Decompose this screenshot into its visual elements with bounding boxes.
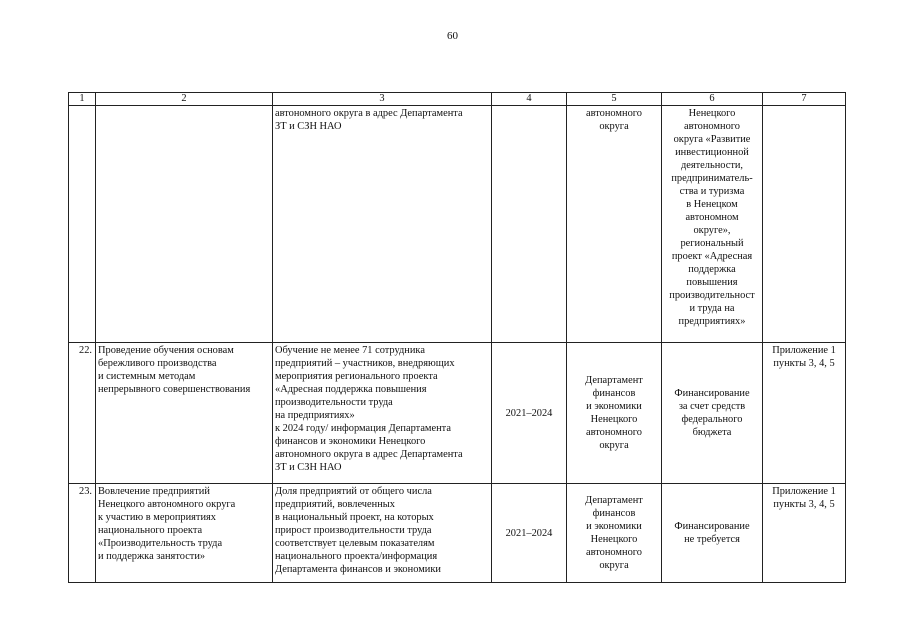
text-line: проект «Адресная (671, 251, 753, 262)
text-line: Департамент (585, 375, 643, 386)
text-line: бюджета (692, 427, 732, 438)
funding-cell (662, 106, 763, 343)
annex-cell (763, 106, 846, 343)
text-line: автономного округа в адрес Департамента (275, 449, 463, 460)
text-line: ства и туризма (679, 186, 745, 197)
text-line: округа (599, 121, 629, 132)
text-line: предприятиях» (678, 316, 746, 327)
row-number: 23. (69, 484, 96, 583)
text-line: округа (599, 560, 629, 571)
result-cell (273, 343, 492, 484)
text-line: Ненецкого (590, 414, 638, 425)
text-line: Приложение 1 (772, 345, 836, 356)
text-line: предприятий – участников, внедряющих (275, 358, 455, 369)
text-line: за счет средств (678, 401, 746, 412)
text-line: не требуется (684, 534, 740, 545)
text-line: «Адресная поддержка повышения (275, 384, 427, 395)
activities-table (68, 92, 846, 583)
text-line: Обучение не менее 71 сотрудника (275, 345, 425, 356)
text-line: поддержка (688, 264, 736, 275)
text-line: финансов (592, 508, 636, 519)
text-line: и труда на (689, 303, 735, 314)
text-line: и системным методам (98, 371, 196, 382)
text-line: производительности труда (275, 397, 393, 408)
text-line: автономного округа в адрес Департамента (275, 108, 463, 119)
funding-cell (662, 343, 763, 484)
text-line: округа «Развитие (673, 134, 751, 145)
text-line: федерального (681, 414, 743, 425)
period-cell: 2021–2024 (492, 484, 567, 583)
table-row (69, 106, 846, 343)
activity-cell (96, 106, 273, 343)
page-number: 60 (447, 30, 458, 42)
text-line: прирост производительности труда (275, 525, 432, 536)
text-line: финансов и экономики Ненецкого (275, 436, 426, 447)
text-line: Ненецкого (590, 534, 638, 545)
text-line: автономного (586, 108, 642, 119)
text-line: на предприятиях» (275, 410, 355, 421)
annex-cell (763, 484, 846, 583)
period-cell (492, 106, 567, 343)
responsible-cell (567, 343, 662, 484)
annex-cell (763, 343, 846, 484)
funding-cell (662, 484, 763, 583)
table-row (69, 484, 846, 583)
text-line: автономного (586, 547, 642, 558)
text-line: деятельности, (680, 160, 744, 171)
row-number: 22. (69, 343, 96, 484)
period-cell: 2021–2024 (492, 343, 567, 484)
column-header: 6 (662, 93, 763, 106)
column-header: 5 (567, 93, 662, 106)
row-number (69, 106, 96, 343)
column-header: 7 (763, 93, 846, 106)
text-line: Вовлечение предприятий (98, 486, 210, 497)
text-line: национального проекта/информация (275, 551, 438, 562)
activity-cell (96, 484, 273, 583)
text-line: Приложение 1 (772, 486, 836, 497)
text-line: и экономики (586, 401, 642, 412)
text-line: «Производительность труда (98, 538, 223, 549)
text-line: округе», (693, 225, 731, 236)
text-line: непрерывного совершенствования (98, 384, 251, 395)
text-line: Ненецкого автономного округа (98, 499, 236, 510)
text-line: и поддержка занятости» (98, 551, 206, 562)
text-line: Проведение обучения основам (98, 345, 234, 356)
text-line: бережливого производства (98, 358, 217, 369)
text-line: Финансирование (674, 388, 750, 399)
table-row (69, 343, 846, 484)
text-line: Доля предприятий от общего числа (275, 486, 432, 497)
text-line: ЗТ и СЗН НАО (275, 462, 342, 473)
text-line: предприятий, вовлеченных (275, 499, 395, 510)
text-line: пункты 3, 4, 5 (773, 499, 835, 510)
text-line: автономном (685, 212, 739, 223)
text-line: производительност (669, 290, 755, 301)
text-line: округа (599, 440, 629, 451)
text-line: автономного (684, 121, 740, 132)
text-line: инвестиционной (675, 147, 749, 158)
text-line: ЗТ и СЗН НАО (275, 121, 342, 132)
table-header-row (69, 93, 846, 106)
text-line: пункты 3, 4, 5 (773, 358, 835, 369)
column-header: 2 (96, 93, 273, 106)
column-header: 1 (69, 93, 96, 106)
column-header: 4 (492, 93, 567, 106)
text-line: Департамента финансов и экономики (275, 564, 441, 575)
text-line: к 2024 году/ информация Департамента (275, 423, 451, 434)
responsible-cell (567, 106, 662, 343)
text-line: и экономики (586, 521, 642, 532)
text-line: Финансирование (674, 521, 750, 532)
text-line: соответствует целевым показателям (275, 538, 435, 549)
text-line: предприниматель- (671, 173, 753, 184)
text-line: Департамент (585, 495, 643, 506)
text-line: в Ненецком (686, 199, 738, 210)
text-line: мероприятия регионального проекта (275, 371, 438, 382)
text-line: финансов (592, 388, 636, 399)
text-line: в национальный проект, на которых (275, 512, 434, 523)
text-line: автономного (586, 427, 642, 438)
responsible-cell (567, 484, 662, 583)
text-line: национального проекта (98, 525, 203, 536)
result-cell (273, 106, 492, 343)
result-cell (273, 484, 492, 583)
text-line: Ненецкого (688, 108, 736, 119)
text-line: к участию в мероприятиях (98, 512, 217, 523)
text-line: региональный (680, 238, 744, 249)
text-line: повышения (686, 277, 738, 288)
activity-cell (96, 343, 273, 484)
column-header: 3 (273, 93, 492, 106)
